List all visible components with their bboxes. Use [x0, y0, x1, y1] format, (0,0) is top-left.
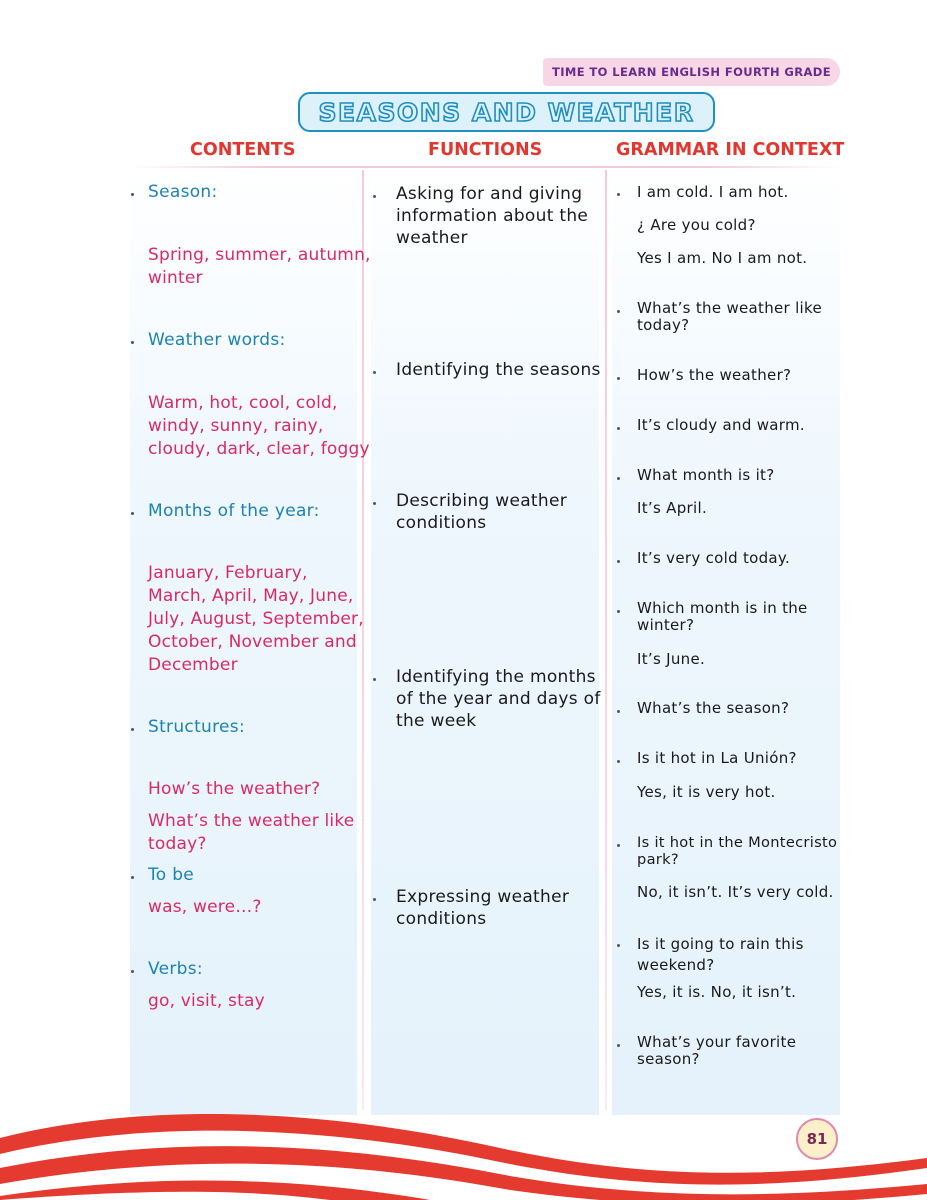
function-item: Expressing weather conditions	[396, 887, 570, 929]
weather-label: Weather words:	[148, 330, 286, 350]
grammar-item: What’s the season?	[637, 699, 790, 717]
grammar-item: What month is it?	[637, 466, 775, 484]
structure-item: How’s the weather?	[148, 779, 321, 799]
bullet-dot	[617, 844, 620, 847]
to-be-label: To be	[148, 865, 195, 885]
grammar-item: Yes I am. No I am not.	[637, 249, 808, 267]
functions-column-header: FUNCTIONS	[428, 140, 543, 160]
wave-band	[0, 1181, 430, 1200]
contents-column-header: CONTENTS	[190, 140, 296, 160]
structures-label: Structures:	[148, 717, 245, 737]
season-words: Spring, summer, autumn, winter	[148, 245, 371, 288]
bullet-dot	[131, 512, 134, 515]
unit-title: SEASONS AND WEATHER	[318, 97, 695, 127]
function-item: Asking for and giving information about the weather	[396, 184, 589, 248]
function-item: Identifying the months of the year and days of the week	[396, 667, 601, 731]
bullet-dot	[617, 427, 620, 430]
column-divider	[605, 170, 607, 1110]
bullet-dot	[617, 710, 620, 713]
verbs-label: Verbs:	[148, 959, 203, 979]
months-label: Months of the year:	[148, 501, 320, 521]
grammar-item: What’s your favorite season?	[637, 1033, 797, 1068]
grammar-item: It’s June.	[637, 650, 706, 668]
bullet-dot	[617, 944, 620, 947]
bullet-dot	[617, 310, 620, 313]
grammar-item: Yes, it is very hot.	[637, 783, 776, 801]
decorative-waves	[0, 1100, 927, 1200]
structure-item: What’s the weather like today?	[148, 811, 355, 854]
season-label: Season:	[148, 182, 218, 202]
grammar-item: Is it going to rain this weekend?	[637, 935, 804, 974]
grammar-item: ¿ Are you cold?	[637, 216, 756, 234]
grammar-item: How’s the weather?	[637, 366, 792, 384]
grammar-item: What’s the weather like today?	[637, 299, 823, 334]
function-item: Describing weather conditions	[396, 491, 568, 533]
unit-title-box	[298, 92, 715, 132]
bullet-dot	[373, 371, 376, 374]
bullet-dot	[617, 760, 620, 763]
grammar-item: No, it isn’t. It’s very cold.	[637, 883, 834, 901]
bullet-dot	[131, 876, 134, 879]
bullet-dot	[617, 560, 620, 563]
grammar-item: I am cold. I am hot.	[637, 183, 789, 201]
bullet-dot	[373, 678, 376, 681]
grammar-item: It’s April.	[637, 499, 708, 517]
page-number: 81	[796, 1118, 838, 1160]
bullet-dot	[617, 477, 620, 480]
book-title-banner: TIME TO LEARN ENGLISH FOURTH GRADE	[543, 58, 840, 86]
bullet-dot	[131, 341, 134, 344]
grammar-item: Which month is in the winter?	[637, 599, 808, 634]
bullet-dot	[617, 377, 620, 380]
bullet-dot	[373, 502, 376, 505]
months-words: January, February, March, April, May, June, July, August, September, October, November and December	[148, 563, 364, 675]
weather-words: Warm, hot, cool, cold, windy, sunny, rainy, cloudy, dark, clear, foggy	[148, 393, 370, 459]
grammar-item: It’s very cold today.	[637, 549, 791, 567]
functions-column	[371, 168, 599, 1115]
bullet-dot	[131, 728, 134, 731]
grammar-item: Yes, it is. No, it isn’t.	[637, 983, 797, 1001]
grammar-item: Is it hot in the Montecristo park?	[637, 834, 838, 868]
bullet-dot	[617, 1044, 620, 1047]
grammar-column-header: GRAMMAR IN CONTEXT	[616, 140, 845, 160]
function-item: Identifying the seasons	[396, 360, 601, 380]
bullet-dot	[617, 610, 620, 613]
bullet-dot	[373, 195, 376, 198]
bullet-dot	[617, 193, 620, 196]
grammar-item: It’s cloudy and warm.	[637, 416, 805, 434]
to-be-words: was, were…?	[148, 897, 262, 917]
grammar-item: Is it hot in La Unión?	[637, 749, 797, 767]
bullet-dot	[131, 193, 134, 196]
bullet-dot	[131, 970, 134, 973]
bullet-dot	[373, 898, 376, 901]
verbs-words: go, visit, stay	[148, 991, 265, 1011]
